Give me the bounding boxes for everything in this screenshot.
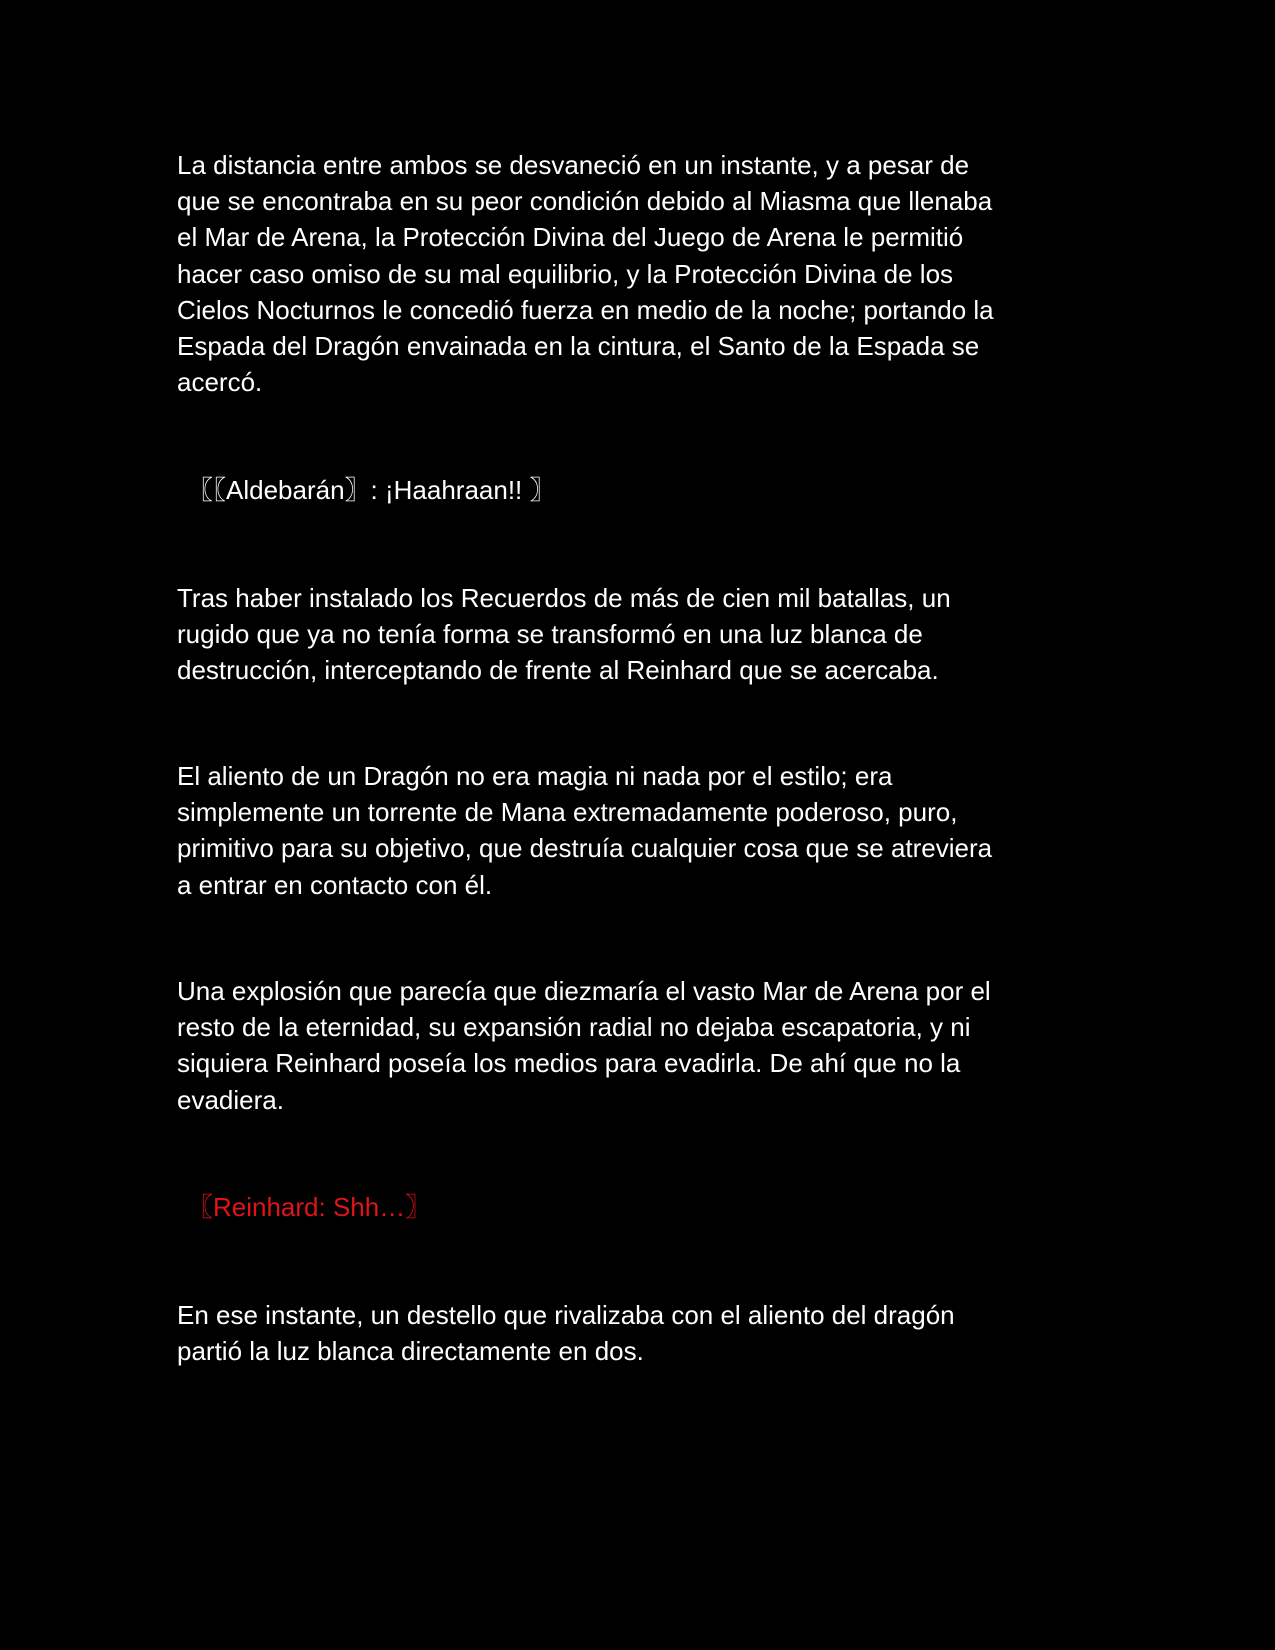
narration-paragraph: Una explosión que parecía que diezmaría el vasto Mar de Arena por el resto de la eternidad, su expansión radial no dejaba escapatoria, y ni siquiera Reinhard poseía los medios para evadirla. De ahí que no la evadiera. [177, 976, 991, 1115]
narration-paragraph: Tras haber instalado los Recuerdos de más de cien mil batallas, un rugido que ya no tenía forma se transformó en una luz blanca de destrucción, interceptando de frente al Reinhard que se acercaba. [177, 583, 951, 686]
dialogue-line-aldebaran: 〖〖Aldebarán〗: ¡Haahraan!! 〗 [187, 475, 556, 505]
narration-paragraph: La distancia entre ambos se desvaneció en un instante, y a pesar de que se encontraba en su peor condición debido al Miasma que llenaba el Mar de Arena, la Protección Divina del Juego de Arena le permitió hacer caso omiso de su mal equilibrio, y la Protección Divina de los Cielos Nocturnos le concedió fuerza en medio de la noche; portando la Espada del Dragón envainada en la cintura, el Santo de la Espada se acercó. [177, 150, 994, 398]
narration-paragraph: En ese instante, un destello que rivalizaba con el aliento del dragón partió la luz blanca directamente en dos. [177, 1300, 955, 1367]
narration-paragraph: El aliento de un Dragón no era magia ni nada por el estilo; era simplemente un torrente de Mana extremadamente poderoso, puro, primitivo para su objetivo, que destruía cualquier cosa que se atreviera a entrar en contacto con él. [177, 761, 993, 900]
dialogue-line-reinhard: 〖Reinhard: Shh…〗 [187, 1192, 432, 1222]
